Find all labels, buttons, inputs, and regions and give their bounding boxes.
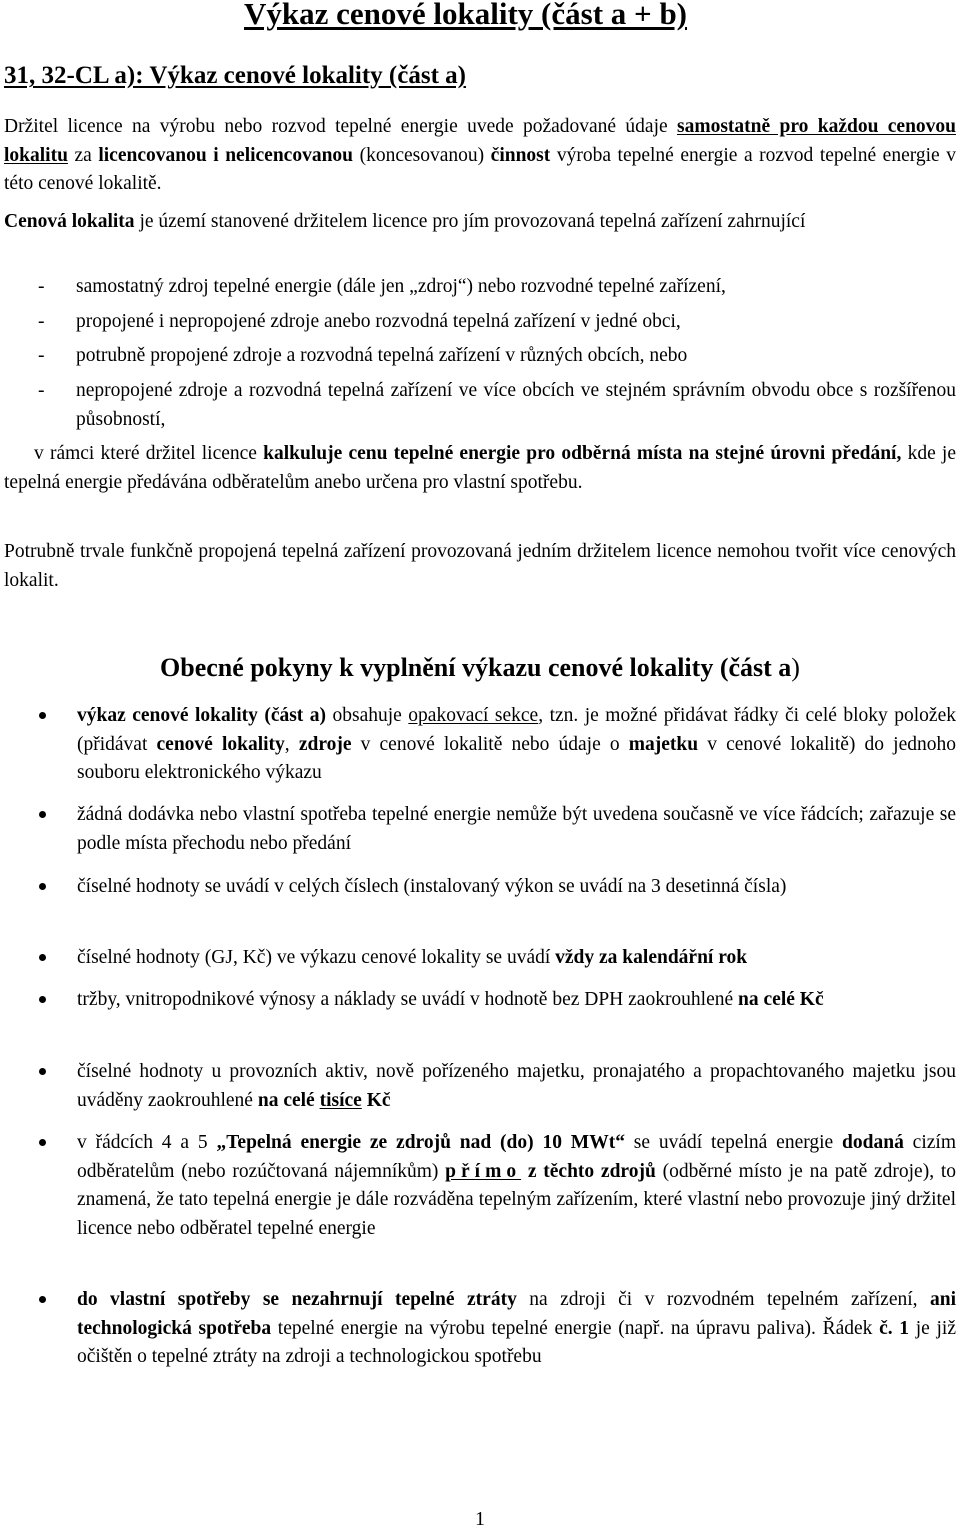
list-item: - samostatný zdroj tepelné energie (dále jen „zdroj“) nebo rozvodné tepelné zařízení,: [38, 272, 956, 301]
bullet-item: v řádcích 4 a 5 „Tepelná energie ze zdrojů nad (do) 10 MWt“ se uvádí tepelná energie dodaná cizím odběratelům (nebo rozúčtovaná nájemníkům) přímo z těchto zdrojů (odběrné místo je na patě zdroje), to znamená, že tato tepelná energie je dále rozváděna tepelným zařízením, které vlastní nebo provozuje jiný držitel licence nebo odběratel tepelné energie: [38, 1129, 956, 1243]
list-item: - potrubně propojené zdroje a rozvodná tepelná zařízení v různých obcích, nebo: [38, 341, 956, 370]
emphasis-separately: samostatně pro každou cenovou lokalitu: [4, 116, 957, 166]
list-item: - propojené i nepropojené zdroje anebo rozvodná tepelná zařízení v jedné obci,: [38, 307, 956, 336]
bullet-item: číselné hodnoty se uvádí v celých číslech (instalovaný výkon se uvádí na 3 desetinná čísla): [38, 873, 956, 902]
bullet-item: tržby, vnitropodnikové výnosy a náklady se uvádí v hodnotě bez DPH zaokrouhlené na celé Kč: [38, 986, 956, 1015]
bullet-icon: [39, 712, 46, 719]
interconnection-paragraph: Potrubně trvale funkčně propojená tepelná zařízení provozovaná jedním držitelem licence nemohou tvořit více cenových lokalit.: [4, 541, 956, 591]
bullet-icon: [39, 811, 46, 818]
page-title: Výkaz cenové lokality (část a + b): [244, 0, 688, 31]
scope-paragraph: v rámci které držitel licence kalkuluje cenu tepelné energie pro odběrná místa na stejné úrovni předání, kde je tepelná energie předávána odběratelům anebo určena pro vlastní spotřebu.: [4, 443, 956, 493]
section-a-heading: 31, 32-CL a): Výkaz cenové lokality (část a): [4, 62, 466, 89]
dash-marker: -: [38, 276, 45, 297]
page-number: 1: [475, 1508, 485, 1530]
bullet-icon: [39, 1068, 46, 1075]
bullet-icon: [39, 883, 46, 890]
bullet-icon: [39, 954, 46, 961]
bullet-icon: [39, 1296, 46, 1303]
bullet-item: do vlastní spotřeby se nezahrnují tepelné ztráty na zdroji či v rozvodném tepelném zařízení, ani technologická spotřeba tepelné energie na výrobu tepelné energie (např. na úpravu paliva). Řádek č. 1 je již očištěn o tepelné ztráty na zdroji a technologickou spotřebu: [38, 1286, 956, 1372]
bullet-icon: [39, 996, 46, 1003]
dash-marker: -: [38, 311, 45, 332]
dash-marker: -: [38, 345, 45, 366]
bullet-icon: [39, 1139, 46, 1146]
intro-paragraph: Držitel licence na výrobu nebo rozvod tepelné energie uvede požadované údaje samostatně pro každou cenovou lokalitu za licencovanou i nelicencovanou (koncesovanou) činnost výroba tepelné energie a rozvod tepelné energie v této cenové lokalitě.: [4, 116, 957, 194]
list-item: - nepropojené zdroje a rozvodná tepelná zařízení ve více obcích ve stejném správním obvodu obce s rozšířenou působností,: [38, 376, 956, 434]
bullet-item: číselné hodnoty u provozních aktiv, nově pořízeného majetku, pronajatého a propachtovaného majetku jsou uváděny zaokrouhlené na celé tisíce Kč: [38, 1058, 956, 1115]
bullet-item: žádná dodávka nebo vlastní spotřeba tepelné energie nemůže být uvedena současně ve více řádcích; zařazuje se podle místa přechodu nebo předání: [38, 801, 956, 858]
definition-paragraph: Cenová lokalita je území stanovené držitelem licence pro jím provozovaná tepelná zařízení zahrnující: [4, 211, 806, 232]
dash-marker: -: [38, 380, 45, 401]
bullet-item: číselné hodnoty (GJ, Kč) ve výkazu cenové lokality se uvádí vždy za kalendářní rok: [38, 944, 956, 973]
bullet-item: výkaz cenové lokality (část a) obsahuje opakovací sekce, tzn. je možné přidávat řádky či celé bloky položek (přidávat cenové lokality, zdroje v cenové lokalitě nebo údaje o majetku v cenové lokalitě) do jednoho souboru elektronického výkazu: [38, 702, 956, 788]
general-instructions-heading: Obecné pokyny k vyplnění výkazu cenové lokality (část a): [160, 653, 800, 682]
